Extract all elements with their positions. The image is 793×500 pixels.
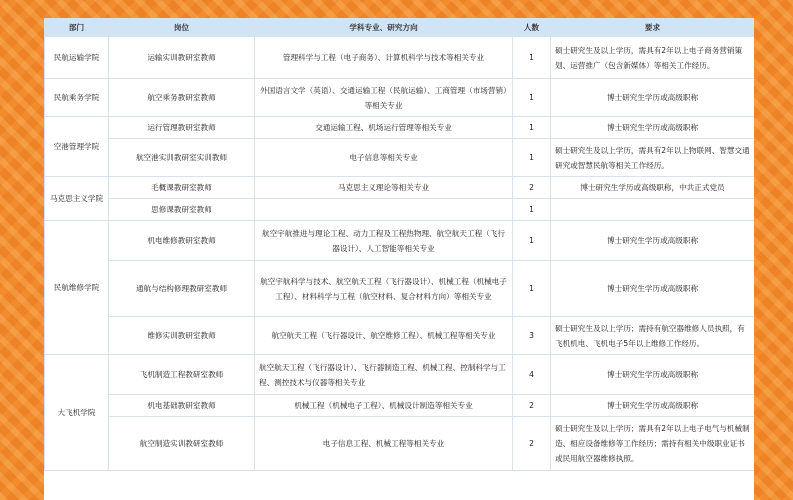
major-cell: 航空航天工程（飞行器设计、航空维修工程）、机械工程等相关专业 — [255, 317, 513, 355]
header-row — [45, 19, 755, 37]
requirement-cell: 硕士研究生及以上学历，需具有2年以上物联网、智慧交通研究或智慧民航等相关工作经历。 — [551, 139, 755, 177]
table-row — [45, 317, 755, 355]
major-cell: 电子信息等相关专业 — [255, 139, 513, 177]
major-cell: 航空宇航推进与理论工程、动力工程及工程热物理、航空航天工程（飞行器设计）、人工智能等相关专业 — [255, 221, 513, 261]
count-cell: 1 — [513, 117, 551, 139]
requirement-cell: 硕士研究生及以上学历，需具有2年以上电子商务营销策划、运营推广（包含新媒体）等相关工作经历。 — [551, 37, 755, 79]
requirement-cell: 博士研究生学历或高级职称，中共正式党员 — [551, 177, 755, 199]
table-row — [45, 177, 755, 199]
header-dept: 部门 — [45, 19, 109, 37]
position-cell: 维修实训教研室教师 — [109, 317, 255, 355]
major-cell: 马克思主义理论等相关专业 — [255, 177, 513, 199]
count-cell: 2 — [513, 395, 551, 417]
dept-cell: 大飞机学院 — [45, 355, 109, 471]
position-cell: 飞机制造工程教研室教师 — [109, 355, 255, 395]
count-cell: 2 — [513, 177, 551, 199]
requirement-cell: 博士研究生学历或高级职称 — [551, 221, 755, 261]
table-row — [45, 117, 755, 139]
major-cell: 航空航天工程（飞行器设计）、飞行器制造工程、机械工程、控制科学与工程、测控技术与仪器等相关专业 — [255, 355, 513, 395]
dept-cell: 民航运输学院 — [45, 37, 109, 79]
major-cell: 机械工程（机械电子工程）、机械设计制造等相关专业 — [255, 395, 513, 417]
requirement-cell: 博士研究生学历或高级职称 — [551, 79, 755, 117]
requirement-cell: 博士研究生学历或高级职称 — [551, 355, 755, 395]
position-cell: 航空制造实训教研室教师 — [109, 417, 255, 471]
requirement-cell: 硕士研究生及以上学历；需持有航空器维修人员执照，有飞机机电、飞机电子5年以上维修工作经历。 — [551, 317, 755, 355]
requirement-cell: 博士研究生学历或高级职称 — [551, 395, 755, 417]
major-cell — [255, 199, 513, 221]
position-cell: 航空乘务教研室教师 — [109, 79, 255, 117]
table-row — [45, 199, 755, 221]
header-major: 学科专业、研究方向 — [255, 19, 513, 37]
major-cell: 管理科学与工程（电子商务）、计算机科学与技术等相关专业 — [255, 37, 513, 79]
dept-cell: 民航乘务学院 — [45, 79, 109, 117]
position-cell: 航空港实训教研室实训教师 — [109, 139, 255, 177]
table-row — [45, 395, 755, 417]
table-row — [45, 261, 755, 317]
count-cell: 1 — [513, 139, 551, 177]
position-cell: 运行管理教研室教师 — [109, 117, 255, 139]
header-count: 人数 — [513, 19, 551, 37]
position-cell: 通航与结构修理教研室教师 — [109, 261, 255, 317]
count-cell: 2 — [513, 417, 551, 471]
table-row — [45, 37, 755, 79]
position-cell: 思修课教研室教师 — [109, 199, 255, 221]
count-cell: 3 — [513, 317, 551, 355]
requirement-cell: 博士研究生学历或高级职称 — [551, 261, 755, 317]
header-requirement: 要求 — [551, 19, 755, 37]
table-row — [45, 221, 755, 261]
major-cell: 电子信息工程、机械工程等相关专业 — [255, 417, 513, 471]
major-cell: 航空宇航科学与技术、航空航天工程（飞行器设计）、机械工程（机械电子工程）、材料科学与工程（航空材料、复合材料方向）等相关专业 — [255, 261, 513, 317]
recruitment-table — [44, 18, 754, 471]
requirement-cell: 博士研究生学历或高级职称 — [551, 117, 755, 139]
dept-cell: 民航维修学院 — [45, 221, 109, 355]
count-cell: 1 — [513, 221, 551, 261]
position-cell: 机电基础教研室教师 — [109, 395, 255, 417]
header-position: 岗位 — [109, 19, 255, 37]
table-row — [45, 79, 755, 117]
recruitment-table-frame — [44, 18, 754, 500]
major-cell: 外国语言文学（英语）、交通运输工程（民航运输）、工商管理（市场营销）等相关专业 — [255, 79, 513, 117]
position-cell: 机电维修教研室教师 — [109, 221, 255, 261]
table-row — [45, 139, 755, 177]
count-cell: 1 — [513, 199, 551, 221]
table-row — [45, 417, 755, 471]
table-row — [45, 355, 755, 395]
count-cell: 1 — [513, 79, 551, 117]
position-cell: 运输实训教研室教师 — [109, 37, 255, 79]
requirement-cell: 硕士研究生及以上学历；需具有2年以上电子电气与机械制造、相应设备维修等工作经历；需持有相关中级职业证书或民用航空器维修执照。 — [551, 417, 755, 471]
count-cell: 1 — [513, 37, 551, 79]
count-cell: 1 — [513, 261, 551, 317]
dept-cell: 空港管理学院 — [45, 117, 109, 177]
dept-cell: 马克思主义学院 — [45, 177, 109, 221]
position-cell: 毛概课教研室教师 — [109, 177, 255, 199]
count-cell: 4 — [513, 355, 551, 395]
major-cell: 交通运输工程、机场运行管理等相关专业 — [255, 117, 513, 139]
requirement-cell — [551, 199, 755, 221]
